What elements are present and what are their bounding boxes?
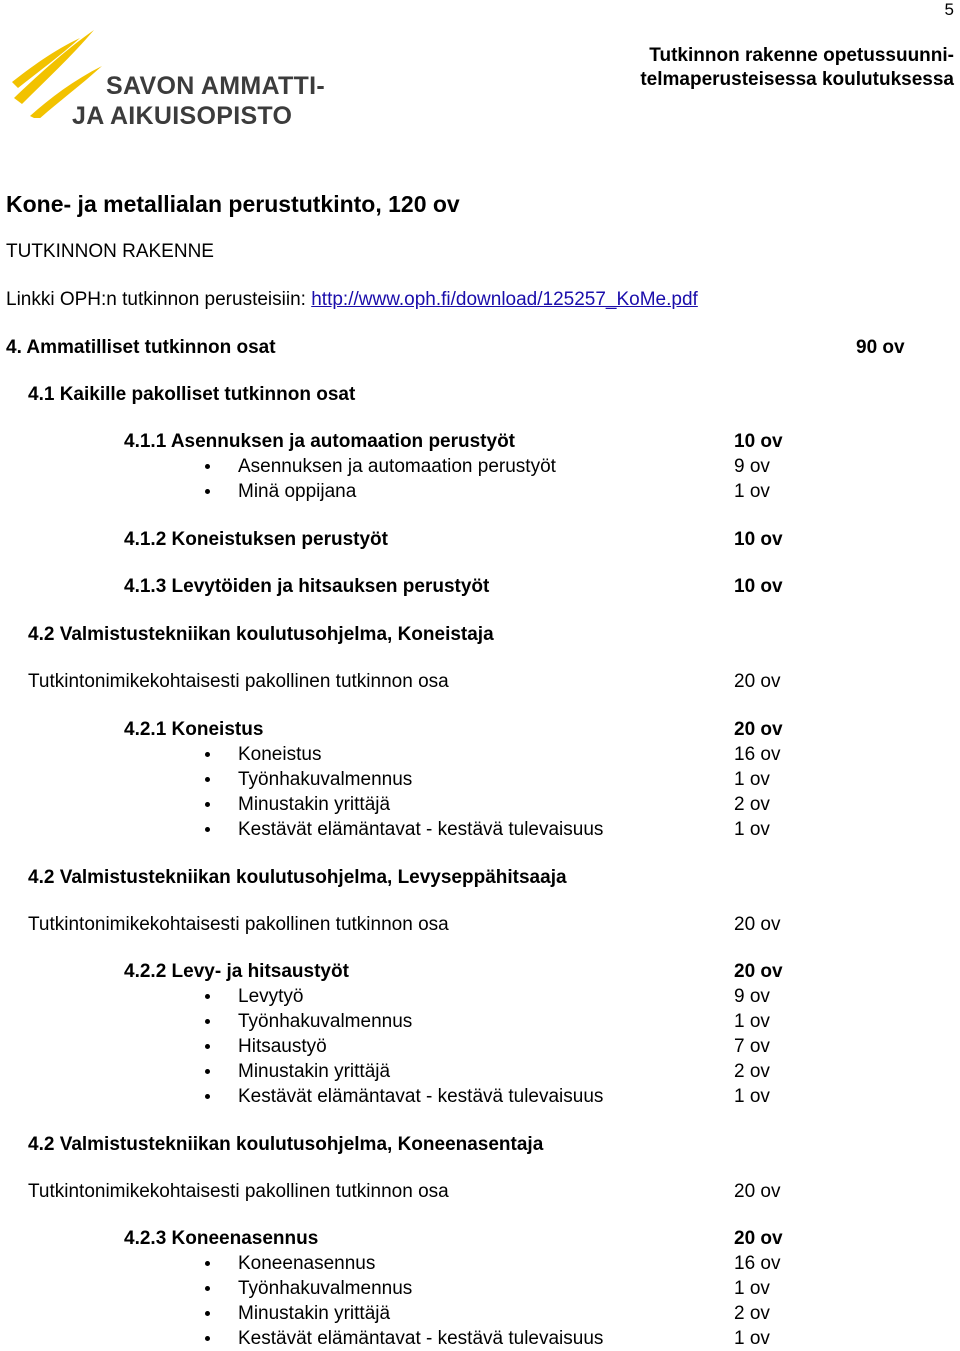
mandatory-value: 20 ov: [734, 1181, 781, 1202]
section-4-1-2-heading: 4.1.2 Koneistuksen perustyöt: [124, 529, 388, 550]
link-line: [6, 288, 698, 312]
list-item-label: Minustakin yrittäjä: [238, 1061, 391, 1082]
section-4-1-3-heading: 4.1.3 Levytöiden ja hitsauksen perustyöt: [124, 576, 490, 597]
bullet-icon: [205, 802, 210, 807]
list-item-label: Minä oppijana: [238, 481, 357, 502]
section-4-2-3-value: 20 ov: [734, 1228, 783, 1249]
section-4-1-1-heading: 4.1.1 Asennuksen ja automaation perustyöt: [124, 431, 516, 452]
bullet-icon: [205, 1336, 210, 1341]
list-item-value: 1 ov: [734, 481, 770, 502]
list-item-value: 2 ov: [734, 794, 770, 815]
list-item-label: Kestävät elämäntavat - kestävä tulevaisuus: [238, 1328, 604, 1349]
list-item-value: 9 ov: [734, 986, 770, 1007]
list-item-label: Kestävät elämäntavat - kestävä tulevaisuus: [238, 819, 604, 840]
bullet-icon: [205, 1286, 210, 1291]
programme-heading-koneenasentaja: 4.2 Valmistustekniikan koulutusohjelma, Koneenasentaja: [28, 1134, 544, 1155]
list-item-value: 16 ov: [734, 744, 781, 765]
programme-heading-koneistaja: 4.2 Valmistustekniikan koulutusohjelma, Koneistaja: [28, 624, 494, 645]
list-item-label: Asennuksen ja automaation perustyöt: [238, 456, 556, 477]
list-item-value: 1 ov: [734, 1328, 770, 1349]
logo: [10, 28, 340, 132]
list-item-value: 1 ov: [734, 1011, 770, 1032]
list-item-value: 1 ov: [734, 1278, 770, 1299]
mandatory-label: Tutkintonimikekohtaisesti pakollinen tutkinnon osa: [28, 671, 449, 692]
list-item-value: 1 ov: [734, 1086, 770, 1107]
bullet-icon: [205, 1044, 210, 1049]
mandatory-label: Tutkintonimikekohtaisesti pakollinen tutkinnon osa: [28, 914, 449, 935]
document-title: Kone- ja metallialan perustutkinto, 120 ov: [6, 191, 460, 217]
list-item-value: 1 ov: [734, 819, 770, 840]
bullet-icon: [205, 752, 210, 757]
list-item-label: Minustakin yrittäjä: [238, 1303, 391, 1324]
list-item-value: 9 ov: [734, 456, 770, 477]
header-title-line1: Tutkinnon rakenne opetussuunni-: [649, 45, 954, 66]
section-4-1-heading: 4.1 Kaikille pakolliset tutkinnon osat: [28, 384, 356, 405]
bullet-icon: [205, 1069, 210, 1074]
page-number: 5: [944, 0, 954, 19]
logo-text-line2: JA AIKUISOPISTO: [72, 102, 293, 130]
list-item-value: 16 ov: [734, 1253, 781, 1274]
programme-heading-levyseppahitsaaja: 4.2 Valmistustekniikan koulutusohjelma, Levyseppähitsaaja: [28, 867, 567, 888]
bullet-icon: [205, 1311, 210, 1316]
list-item-value: 1 ov: [734, 769, 770, 790]
bullet-icon: [205, 464, 210, 469]
bullet-icon: [205, 1261, 210, 1266]
bullet-icon: [205, 777, 210, 782]
list-item-label: Hitsaustyö: [238, 1036, 327, 1057]
section-4-value: 90 ov: [856, 337, 905, 358]
bullet-icon: [205, 994, 210, 999]
list-item-label: Työnhakuvalmennus: [238, 1278, 413, 1299]
document-subtitle: TUTKINNON RAKENNE: [6, 241, 214, 262]
mandatory-value: 20 ov: [734, 914, 781, 935]
header-title: [640, 44, 954, 92]
list-item-label: Koneistus: [238, 744, 322, 765]
bullet-icon: [205, 1019, 210, 1024]
section-4-2-2-value: 20 ov: [734, 961, 783, 982]
section-4-2-1-value: 20 ov: [734, 719, 783, 740]
list-item-label: Levytyö: [238, 986, 304, 1007]
list-item-value: 2 ov: [734, 1303, 770, 1324]
list-item-label: Kestävät elämäntavat - kestävä tulevaisuus: [238, 1086, 604, 1107]
section-4-2-2-heading: 4.2.2 Levy- ja hitsaustyöt: [124, 961, 349, 982]
bullet-icon: [205, 489, 210, 494]
section-4-1-1-value: 10 ov: [734, 431, 783, 452]
list-item-label: Työnhakuvalmennus: [238, 769, 413, 790]
list-item-label: Työnhakuvalmennus: [238, 1011, 413, 1032]
section-4-2-3-heading: 4.2.3 Koneenasennus: [124, 1228, 319, 1249]
list-item-value: 7 ov: [734, 1036, 770, 1057]
bullet-icon: [205, 827, 210, 832]
section-4-heading: 4. Ammatilliset tutkinnon osat: [6, 337, 276, 358]
list-item-value: 2 ov: [734, 1061, 770, 1082]
link-prefix: Linkki OPH:n tutkinnon perusteisiin:: [6, 289, 306, 310]
section-4-1-3-value: 10 ov: [734, 576, 783, 597]
list-item-label: Koneenasennus: [238, 1253, 376, 1274]
mandatory-value: 20 ov: [734, 671, 781, 692]
logo-text-line1: SAVON AMMATTI-: [106, 72, 325, 100]
section-4-2-1-heading: 4.2.1 Koneistus: [124, 719, 264, 740]
oph-link[interactable]: http://www.oph.fi/download/125257_KoMe.pdf: [311, 289, 698, 310]
header-title-line2: telmaperusteisessa koulutuksessa: [640, 69, 954, 90]
mandatory-label: Tutkintonimikekohtaisesti pakollinen tutkinnon osa: [28, 1181, 449, 1202]
list-item-label: Minustakin yrittäjä: [238, 794, 391, 815]
bullet-icon: [205, 1094, 210, 1099]
section-4-1-2-value: 10 ov: [734, 529, 783, 550]
